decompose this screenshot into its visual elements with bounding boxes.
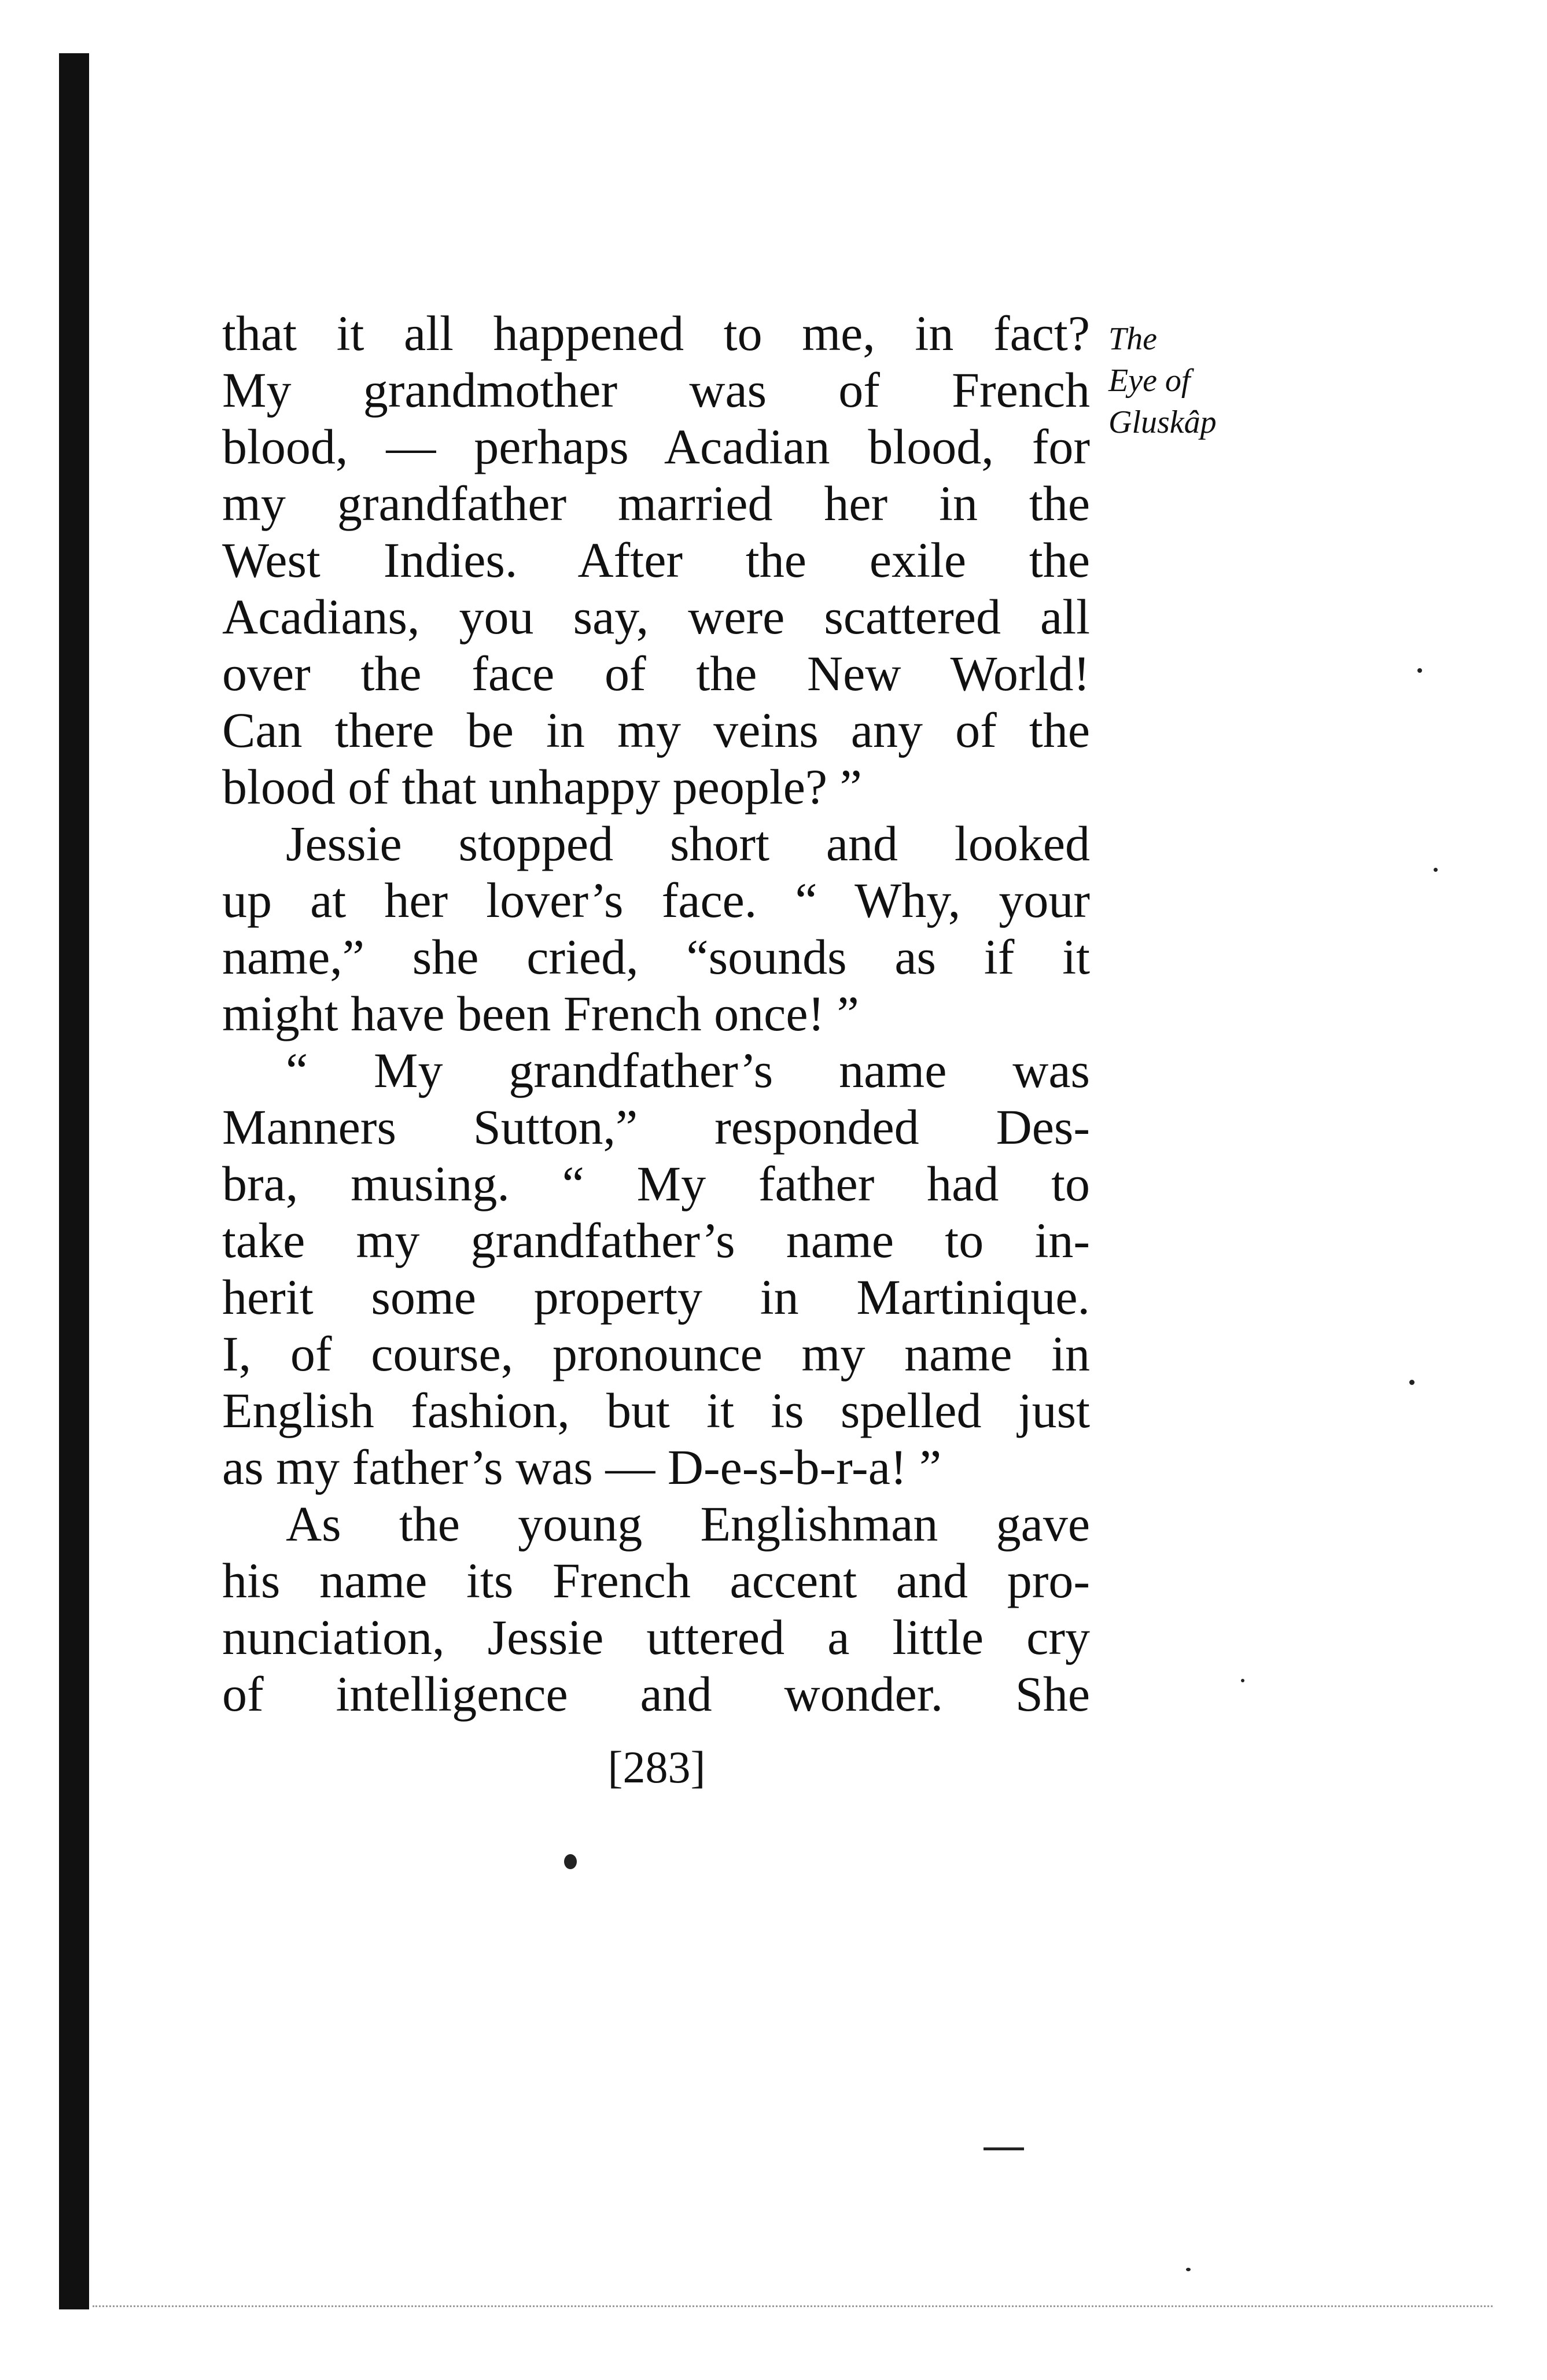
text-line: might have been French once! ” (222, 986, 859, 1041)
text-line: herit some property in Martinique. (222, 1269, 1090, 1325)
text-line: blood, — perhaps Acadian blood, for (222, 419, 1090, 474)
text-line: blood of that unhappy people? ” (222, 759, 862, 815)
paragraph-first-line: Jessie stopped short and looked (286, 816, 1090, 871)
text-line: Can there be in my veins any of the (222, 702, 1090, 758)
text-line: my grandfather married her in the (222, 476, 1090, 531)
text-line: as my father’s was — D-e-s-b-r-a! ” (222, 1439, 942, 1495)
ink-dash (984, 2147, 1024, 2150)
ink-speck (1241, 1679, 1244, 1682)
text-line: Manners Sutton,” responded Des- (222, 1099, 1090, 1155)
text-line: Acadians, you say, were scattered all (222, 589, 1090, 644)
ink-speck (1186, 2268, 1191, 2271)
text-line: that it all happened to me, in fact? (222, 305, 1090, 361)
text-line: name,” she cried, “sounds as if it (222, 929, 1090, 985)
ink-speck (1417, 668, 1422, 673)
ink-speck (1434, 868, 1438, 872)
margin-title-line: Gluskâp (1108, 404, 1217, 440)
body-text (222, 305, 1090, 1722)
margin-title-line: Eye of (1108, 363, 1191, 399)
text-line: take my grandfather’s name to in- (222, 1213, 1090, 1268)
ink-speck (564, 1854, 577, 1869)
text-line: of intelligence and wonder. She (222, 1666, 1090, 1722)
paragraph-first-line: “ My grandfather’s name was (286, 1042, 1090, 1098)
binding-shadow (59, 53, 89, 2309)
text-line: English fashion, but it is spelled just (222, 1383, 1090, 1438)
text-line: his name its French accent and pro- (222, 1553, 1090, 1608)
text-line: up at her lover’s face. “ Why, your (222, 872, 1090, 928)
page-number: [283] (607, 1742, 706, 1792)
text-line: nunciation, Jessie uttered a little cry (222, 1609, 1090, 1665)
text-line: bra, musing. “ My father had to (222, 1156, 1090, 1211)
margin-title-line: The (1108, 321, 1157, 357)
paragraph-first-line: As the young Englishman gave (286, 1496, 1090, 1552)
page-bottom-edge (93, 2305, 1493, 2307)
ink-speck (1409, 1380, 1415, 1385)
text-line: over the face of the New World! (222, 646, 1090, 701)
text-line: I, of course, pronounce my name in (222, 1326, 1090, 1381)
text-line: My grandmother was of French (222, 362, 1090, 418)
text-line: West Indies. After the exile the (222, 532, 1090, 588)
running-margin-title (1108, 318, 1305, 443)
